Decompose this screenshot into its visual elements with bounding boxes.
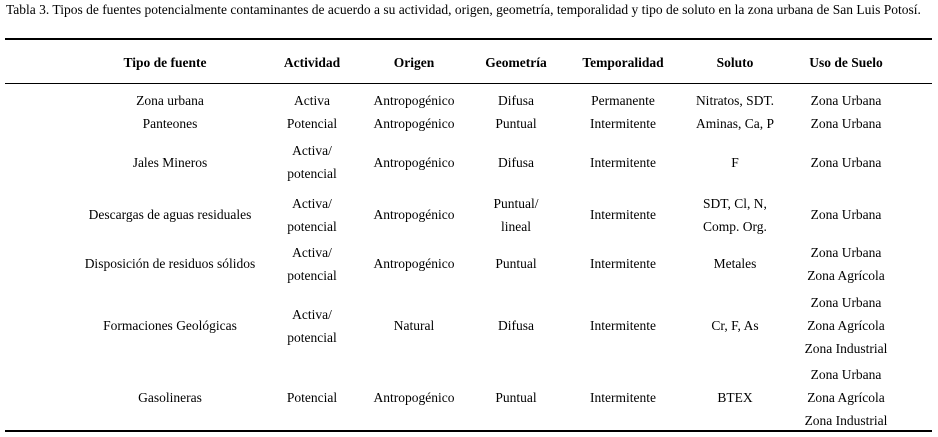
header-soluto: Soluto: [716, 55, 754, 70]
cell-tipo-de-fuente: [85, 89, 255, 135]
cell-line: Antropogénico: [373, 207, 455, 222]
cell-uso-de-suelo: [791, 364, 901, 430]
cell-line: Zona urbana: [136, 93, 204, 108]
cell-geometria: [466, 135, 566, 189]
cell-line: Zona Urbana: [810, 93, 882, 108]
cell-line: Activa/: [292, 195, 332, 211]
cell-line: Potencial: [286, 389, 338, 405]
cell-line: Zona Urbana: [810, 207, 882, 222]
cell-uso-de-suelo: [791, 135, 901, 189]
cell-actividad: [262, 189, 362, 240]
cell-line: Intermitente: [590, 116, 656, 131]
cell-uso-de-suelo: [791, 89, 901, 135]
header-geometria: Geometría: [485, 55, 547, 70]
cell-line: Aminas, Ca, P: [695, 116, 774, 131]
cell-line: Zona Urbana: [810, 116, 882, 131]
cell-line: Gasolineras: [138, 389, 202, 405]
cell-temporalidad: [566, 287, 680, 364]
table-row: [5, 287, 932, 364]
cell-line: Nitratos, SDT.: [695, 93, 775, 108]
cell-geometria: [466, 240, 566, 287]
cell-origen: [364, 135, 464, 189]
cell-line: Puntual: [495, 116, 537, 131]
cell-tipo-de-fuente: [85, 240, 255, 287]
cell-line: Difusa: [498, 318, 534, 333]
cell-soluto: [685, 364, 785, 430]
cell-geometria: [466, 364, 566, 430]
cell-line: potencial: [287, 166, 337, 181]
cell-line: Zona Agrícola: [807, 267, 885, 283]
cell-soluto: [685, 89, 785, 135]
table-row: [5, 364, 932, 430]
cell-geometria: [466, 189, 566, 240]
cell-line: Comp. Org.: [703, 218, 767, 234]
cell-line: F: [731, 154, 739, 170]
cell-geometria: [466, 89, 566, 135]
cell-line: Activa/: [292, 143, 332, 158]
header-rule: [5, 83, 932, 84]
cell-line: Puntual: [495, 256, 537, 271]
cell-temporalidad: [566, 89, 680, 135]
cell-line: Antropogénico: [373, 154, 455, 170]
cell-origen: [364, 240, 464, 287]
cell-tipo-de-fuente: [85, 364, 255, 430]
cell-actividad: [262, 240, 362, 287]
cell-line: Antropogénico: [373, 116, 455, 131]
cell-line: Descargas de aguas residuales: [88, 207, 252, 222]
cell-line: Antropogénico: [373, 256, 455, 271]
cell-line: Intermitente: [590, 207, 656, 222]
cell-line: Puntual: [495, 389, 537, 405]
header-tipo-de-fuente: Tipo de fuente: [123, 55, 207, 70]
cell-line: Zona Urbana: [810, 366, 882, 382]
cell-line: Zona Industrial: [804, 412, 888, 428]
cell-actividad: [262, 364, 362, 430]
cell-line: lineal: [501, 218, 531, 234]
cell-line: Antropogénico: [373, 93, 455, 108]
cell-line: Metales: [713, 256, 757, 271]
table-row: [5, 135, 932, 189]
table-caption: Tabla 3. Tipos de fuentes potencialmente contaminantes de acuerdo a su actividad, origen, geometría, temporalidad y tipo de soluto en la zona urbana de San Luis Potosí.: [6, 2, 921, 17]
cell-line: Intermitente: [590, 256, 656, 271]
cell-line: Activa: [294, 93, 330, 108]
header-uso-de-suelo: Uso de Suelo: [809, 55, 883, 70]
cell-tipo-de-fuente: [85, 189, 255, 240]
cell-line: Formaciones Geológicas: [103, 318, 237, 333]
table-row: [5, 240, 932, 287]
cell-geometria: [466, 287, 566, 364]
cell-actividad: [262, 287, 362, 364]
cell-uso-de-suelo: [791, 189, 901, 240]
cell-line: Zona Industrial: [804, 341, 888, 356]
cell-line: potencial: [287, 267, 337, 283]
cell-line: potencial: [287, 329, 337, 345]
cell-line: Natural: [393, 318, 435, 333]
cell-line: Disposición de residuos sólidos: [84, 256, 256, 271]
cell-line: Activa/: [292, 244, 332, 260]
cell-line: Potencial: [286, 116, 338, 131]
cell-origen: [364, 189, 464, 240]
cell-line: Zona Urbana: [810, 295, 882, 310]
cell-line: Zona Agrícola: [807, 318, 885, 333]
cell-uso-de-suelo: [791, 240, 901, 287]
cell-soluto: [685, 135, 785, 189]
cell-line: Zona Urbana: [810, 244, 882, 260]
cell-line: Antropogénico: [373, 389, 455, 405]
cell-soluto: [685, 287, 785, 364]
cell-line: SDT, Cl, N,: [703, 195, 767, 211]
bottom-rule: [5, 430, 932, 432]
cell-line: Puntual/: [493, 195, 539, 211]
cell-line: Intermitente: [590, 389, 656, 405]
cell-line: Intermitente: [590, 154, 656, 170]
cell-line: Zona Agrícola: [807, 389, 885, 405]
cell-uso-de-suelo: [791, 287, 901, 364]
cell-temporalidad: [566, 240, 680, 287]
cell-line: Zona Urbana: [810, 154, 882, 170]
cell-actividad: [262, 89, 362, 135]
cell-line: BTEX: [717, 389, 753, 405]
cell-origen: [364, 287, 464, 364]
cell-line: Panteones: [142, 116, 198, 131]
cell-line: Jales Mineros: [132, 154, 208, 170]
cell-actividad: [262, 135, 362, 189]
table-row: [5, 189, 932, 240]
header-temporalidad: Temporalidad: [582, 55, 664, 70]
table-row: [5, 89, 932, 135]
cell-line: Permanente: [591, 93, 655, 108]
header-origen: Origen: [393, 55, 435, 70]
cell-line: Cr, F, As: [711, 318, 759, 333]
cell-soluto: [685, 240, 785, 287]
header-actividad: Actividad: [283, 55, 341, 70]
top-rule: [5, 38, 932, 40]
cell-line: Difusa: [498, 154, 534, 170]
cell-tipo-de-fuente: [85, 135, 255, 189]
cell-temporalidad: [566, 135, 680, 189]
cell-line: Intermitente: [590, 318, 656, 333]
cell-temporalidad: [566, 189, 680, 240]
cell-line: Difusa: [498, 93, 534, 108]
cell-soluto: [685, 189, 785, 240]
cell-origen: [364, 89, 464, 135]
cell-temporalidad: [566, 364, 680, 430]
cell-line: potencial: [287, 218, 337, 234]
cell-line: Activa/: [292, 306, 332, 322]
cell-tipo-de-fuente: [85, 287, 255, 364]
cell-origen: [364, 364, 464, 430]
